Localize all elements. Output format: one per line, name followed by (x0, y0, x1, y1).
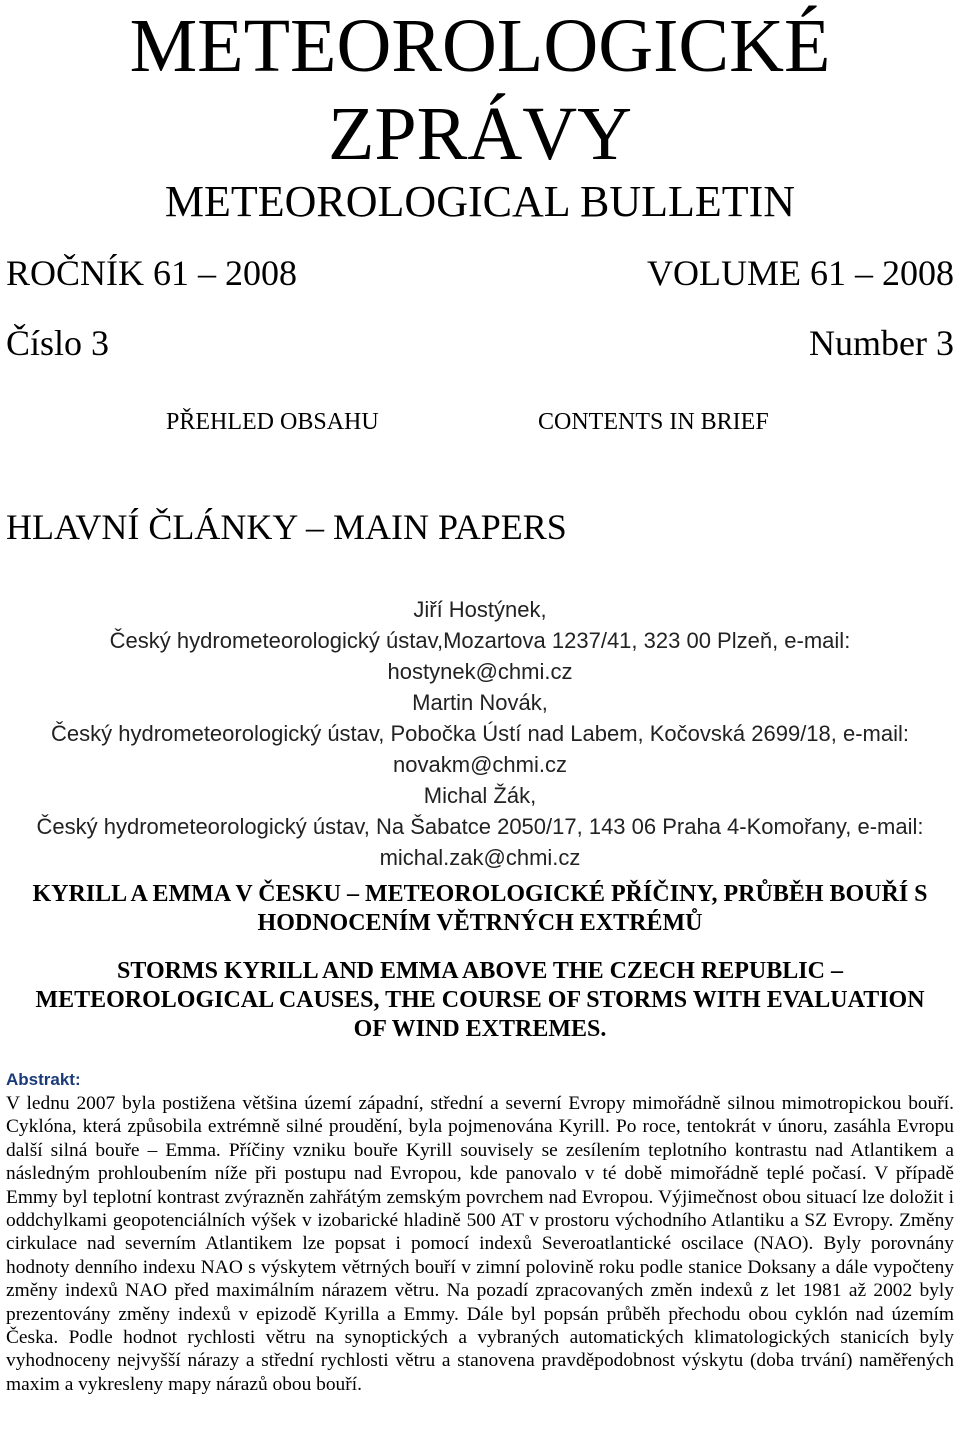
journal-title-en: METEOROLOGICAL BULLETIN (164, 177, 796, 226)
abstract-text: V lednu 2007 byla postižena většina území západní, střední a severní Evropy mimořádně silnou mimotropickou bouří. Cyklóna, která způsobila extrémně silné proudění, byla pojmenována Kyrill. Po roce, tentokrát v únoru, zasáhla Evropu další silná bouře – Emma. Příčiny vzniku bouře Kyrill souvisely se zesílením teplotního kontrastu nad Atlantikem a následným prohloubením níže při postupu nad Evropou, kde panovalo v té době mimořádně teplé počasí. V případě Emmy byl teplotní kontrast zvýrazněn zahřátým zemským povrchem nad Evropou. Výjimečnost obou situací lze doložit i oddchylkami geopotenciálních výšek v izobarické hladině 500 AT v prostoru východního Atlantiku a SZ Evropy. Změny cirkulace nad severním Atlantikem lze popsat i pomocí indexů Severoatlantické oscilace (NAO). Byly porovnány hodnoty denního indexu NAO s výskytem větrných bouří v zimní polovině roku podle stanice Doksany a dále vypočteny změny indexů NAO před maximálním nárazem větru. Na pozadí zpracovaných změn indexů z let 1981 až 2002 byly prezentovány změny indexů v epizodě Kyrilla a Emmy. Dále byl popsán průběh přechodu obou cyklón nad územím Česka. Podle hodnot rychlosti větru na synoptických a vybraných automatických klimatologických stanicích byly vyhodnoceny nejvyšší nárazy a střední rychlosti větru a stanovena pravděpodobnost výskytu (doba trvání) naměřených maxim a vykresleny mapy nárazů obou bouří. (6, 1093, 954, 1395)
journal-title-cz-line2: ZPRÁVY (327, 92, 633, 176)
volume-row (6, 248, 954, 298)
number-row (6, 318, 954, 368)
journal-title-cz-line1: METEOROLOGICKÉ (129, 4, 831, 88)
author-2-email: novakm@chmi.cz (393, 752, 567, 777)
article-title-en-line2: METEOROLOGICAL CAUSES, THE COURSE OF STORMS WITH EVALUATION (35, 987, 925, 1013)
author-3-email: michal.zak@chmi.cz (379, 845, 581, 870)
article-title-en-line3: OF WIND EXTREMES. (353, 1016, 607, 1042)
contents-cz: PŘEHLED OBSAHU (166, 409, 379, 435)
volume-en: VOLUME 61 – 2008 (647, 253, 954, 293)
number-en: Number 3 (809, 323, 954, 363)
article-title-cz-line2: HODNOCENÍM VĚTRNÝCH EXTRÉMŮ (257, 910, 703, 936)
number-cz: Číslo 3 (6, 323, 110, 363)
section-heading: HLAVNÍ ČLÁNKY – MAIN PAPERS (6, 507, 567, 547)
author-1-email: hostynek@chmi.cz (387, 659, 573, 684)
article-title-en-line1: STORMS KYRILL AND EMMA ABOVE THE CZECH REPUBLIC – (117, 958, 843, 984)
abstract-label: Abstrakt: (6, 1070, 81, 1089)
author-3-affiliation: Český hydrometeorologický ústav, Na Šabatce 2050/17, 143 06 Praha 4-Komořany, e-mail: (36, 814, 924, 839)
author-1-name: Jiří Hostýnek, (413, 597, 547, 622)
contents-row (0, 404, 960, 444)
article-title-cz-line1: KYRILL A EMMA V ČESKU – METEOROLOGICKÉ PŘÍČINY, PRŮBĚH BOUŘÍ S (32, 881, 928, 907)
volume-cz: ROČNÍK 61 – 2008 (6, 253, 298, 293)
author-2-name: Martin Novák, (412, 690, 548, 715)
author-2-affiliation: Český hydrometeorologický ústav, Pobočka Ústí nad Labem, Kočovská 2699/18, e-mail: (50, 721, 910, 746)
author-1-affiliation: Český hydrometeorologický ústav,Mozartova 1237/41, 323 00 Plzeň, e-mail: (109, 628, 851, 653)
abstract (6, 1068, 954, 1396)
contents-en: CONTENTS IN BRIEF (538, 409, 769, 435)
author-3-name: Michal Žák, (423, 783, 537, 808)
